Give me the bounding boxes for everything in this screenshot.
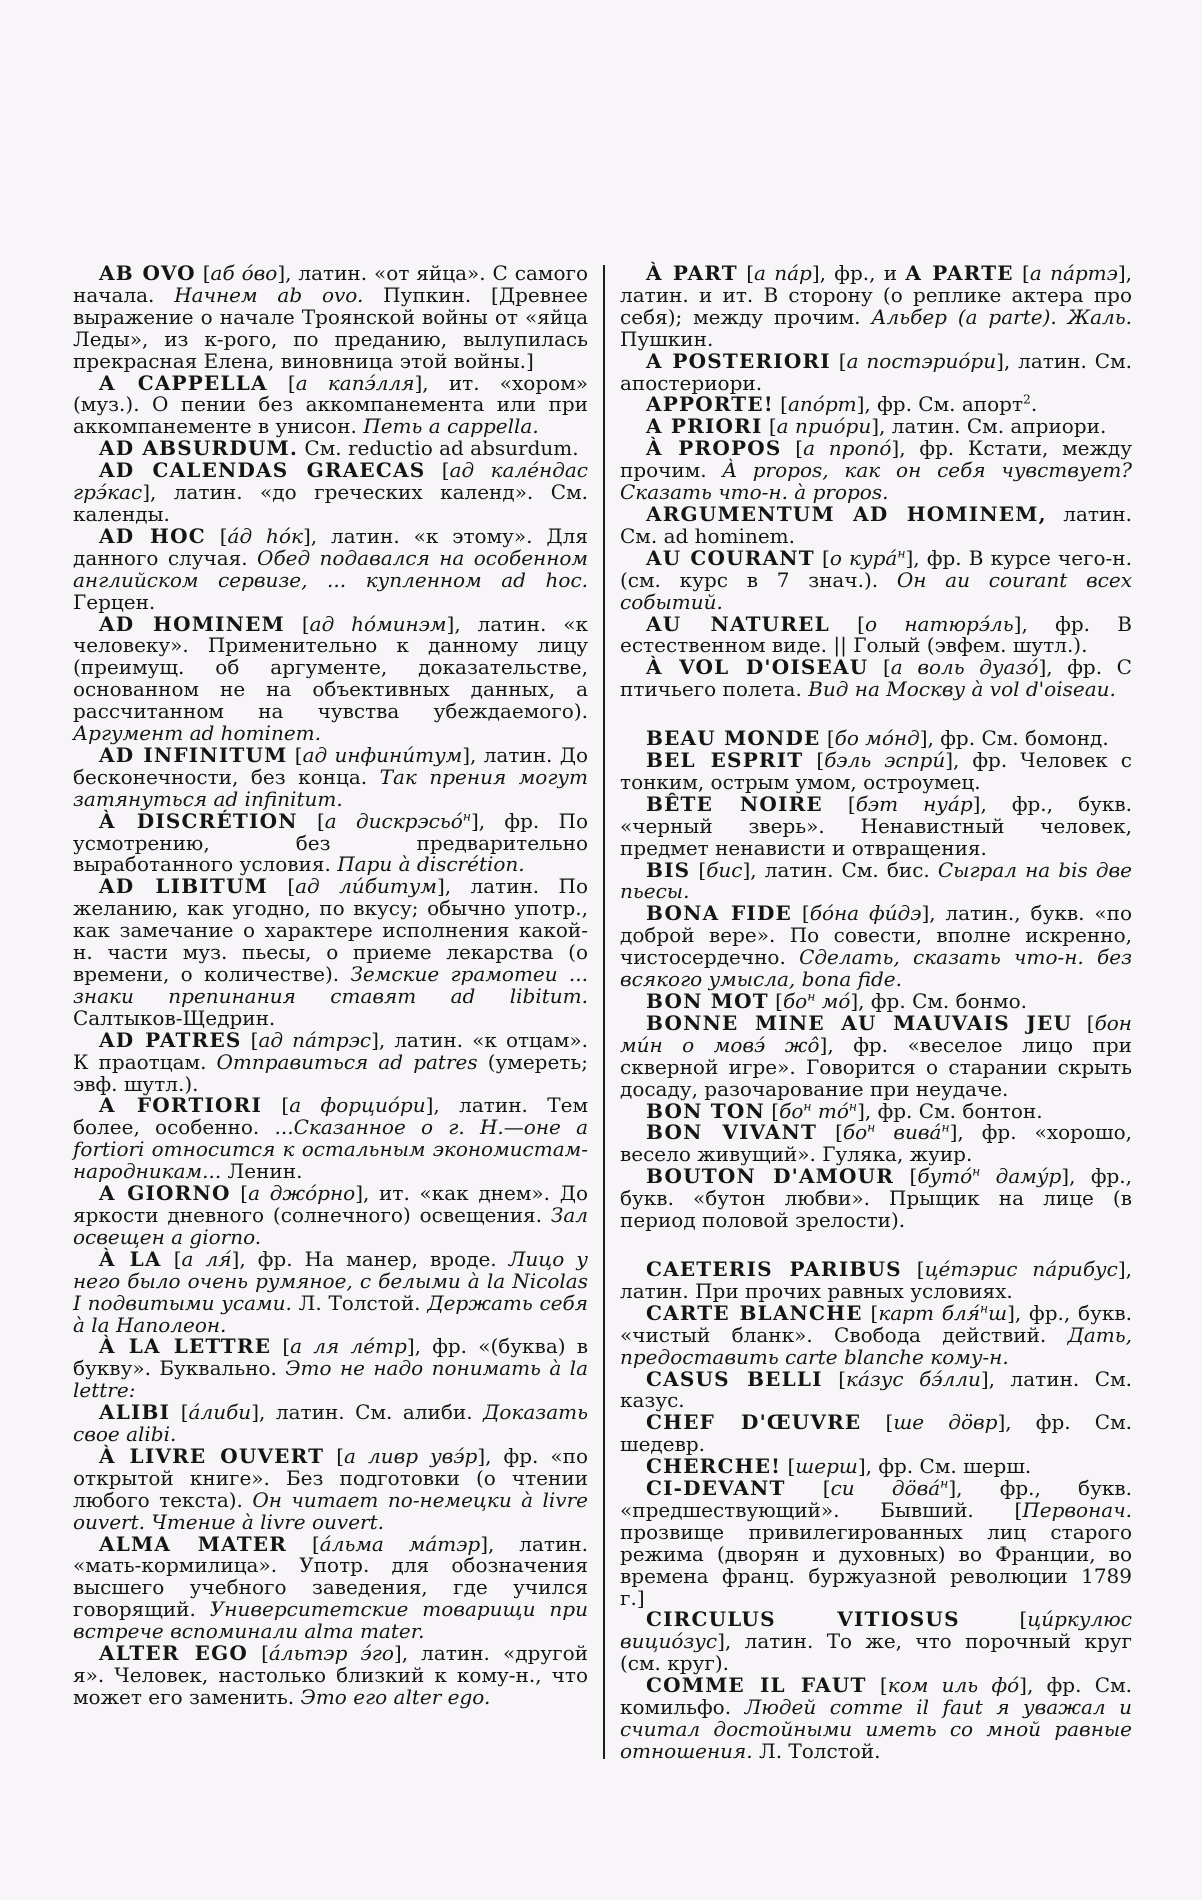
dictionary-entry: CAETERIS PARIBUS [це́тэрис па́рибус], латин. При прочих равных условиях.	[620, 1256, 1132, 1303]
dictionary-entry: À PROPOS [а пропо́], фр. Кстати, между прочим. À propos, как он себя чувствует? Сказать что-н. à propos.	[620, 436, 1132, 505]
dictionary-entry: ALTER EGO [а́льтэр э́го], латин. «другой я». Человек, настолько близкий к кому-н., что может его заменить. Это его alter ego.	[73, 1641, 588, 1709]
dictionary-entry: BIS [бис], латин. См. бис. Сыграл на bis две пьесы.	[620, 857, 1132, 904]
dictionary-entry: BOUTON D'AMOUR [буто́$^н$ даму́р], фр., букв. «бутон любви». Прыщик на лице (в период половой зрелости).	[620, 1163, 1132, 1233]
dictionary-entry: BON VIVANT [$бо^н$ вива́$^н$], фр. «хорошо, весело живущий». Гуляка, жуир.	[620, 1119, 1132, 1167]
dictionary-entry: A CAPPELLA [а капэ́лля], ит. «хором» (муз.). О пении без аккомпанемента или при аккомпанементе в унисон. Петь a cappella.	[73, 370, 588, 439]
dictionary-entry: À LIVRE OUVERT [а ливр увэ́р], фр. «по открытой книге». Без подготовки (о чтении любого текста). Он читает по-немецки à livre ouvert. Чтение à livre ouvert.	[73, 1443, 589, 1534]
dictionary-entry: AD HOC [а́д hо́к], латин. «к этому». Для данного случая. Обед подавался на особенном английском сервизе, ... купленном ad hoc. Герцен.	[73, 523, 589, 614]
dictionary-entry: ALIBI [а́либи], латин. См. алиби. Доказать свое alibi.	[73, 1400, 588, 1447]
dictionary-entry: AU NATUREL [о натюрэ́ль], фр. В естественном виде. || Голый (эвфем. шутл.).	[620, 611, 1132, 658]
dictionary-entry: A FORTIORI [а форцио́ри], латин. Тем более, особенно. ...Сказанное о г. Н.—оне a fortiori относится к остальным экономистам-народникам... Ленин.	[73, 1093, 588, 1184]
dictionary-entry: BON TON [$бо^н$ то́$^н$], фр. См. бонтон.	[646, 1097, 1043, 1123]
dictionary-entry: BON MOT [$бо^н$ мо́], фр. См. бонмо.	[646, 988, 1028, 1013]
right-column	[620, 263, 1132, 1763]
left-column	[73, 263, 588, 1763]
dictionary-entry: CHEF D'ŒUVRE [ше дӧвр], фр. См. шедевр.	[620, 1410, 1132, 1457]
dictionary-entry: CARTE BLANCHE [карт бля́$^н$ш], фр., букв. «чистый бланк». Свобода действий. Дать, предоставить carte blanche кому-н.	[620, 1300, 1132, 1369]
dictionary-entry: AD PATRES [ад па́трэс], латин. «к отцам». К праотцам. Отправиться ad patres (умереть; эвф. шутл.).	[73, 1027, 589, 1096]
dictionary-entry: APPORTE! [апо́рт], фр. См. апорт$^2$.	[646, 391, 1038, 417]
dictionary-entry: COMME IL FAUT [ком иль фо́], фр. См. комильфо. Людей comme il faut я уважал и считал достойными иметь со мной равные отношения. Л. Толстой.	[620, 1673, 1132, 1763]
dictionary-entry: BEL ESPRIT [бэль эспри́], фр. Человек с тонким, острым умом, остроумец.	[620, 748, 1132, 794]
dictionary-entry: CIRCULUS VITIOSUS [ци́ркулюс вицио́зус], латин. То же, что порочный круг (см. круг).	[620, 1607, 1132, 1676]
dictionary-entry: À LA [а ля́], фр. На манер, вроде. Лицо у него было очень румяное, с белыми à la Nicolas I подвитыми усами. Л. Толстой. Держать себя à la Наполеон.	[73, 1246, 588, 1337]
column-divider-rule	[603, 265, 605, 1759]
dictionary-entry: CASUS BELLI [ка́зус бэ́лли], латин. См. казус.	[620, 1366, 1132, 1413]
dictionary-entry: CHERCHE! [шерш], фр. См. шерш.	[646, 1454, 1032, 1479]
page-content	[73, 263, 1132, 1763]
dictionary-entry: AU COURANT [о кура́$^н$], фр. В курсе чего-н. (см. курс в 7 знач.). Он au courant всех событий.	[620, 545, 1132, 614]
dictionary-entry: A POSTERIORI [а постэрио́ри], латин. См. апостериори.	[620, 348, 1132, 395]
dictionary-entry: AD LIBITUM [ад ли́битум], латин. По желанию, как угодно, по вкусу; обычно употр., как замечание о характере исполнения какой-н. части муз. пьесы, о приеме лекарства (о времени, о количестве). Земские грамотеи ... знаки препинания ставят ad libitum. Салтыков-Щедрин.	[73, 874, 589, 1030]
dictionary-entry: A PRIORI [а прио́ри], латин. См. априори.	[646, 414, 1107, 439]
dictionary-entry: AD HOMINEM [ад hо́минэм], латин. «к человеку». Применительно к данному лицу (преимущ. об аргументе, доказательстве, основанном не на объективных данных, а рассчитанном на чувства убеждаемого). Аргумент ad hominem.	[73, 611, 588, 746]
dictionary-entry: AB OVO [аб о́во], латин. «от яйца». С самого начала. Начнем ab ovo. Пупкин. [Древнее выражение о начале Троянской войны от «яйца Леды», из к-рого, по преданию, вылупилась прекрасная Елена, виновница этой войны.]	[73, 261, 589, 373]
dictionary-entry: BEAU MONDE [бо мо́нд], фр. См. бомонд.	[646, 726, 1109, 751]
dictionary-entry: A GIORNO [а джо́рно], ит. «как днем». До яркости дневного (солнечного) освещения. Зал освещен a giorno.	[73, 1181, 588, 1249]
dictionary-entry: À PART [а па́р], фр., и A PARTE [а па́ртэ], латин. и ит. В сторону (о реплике актера про себя); между прочим. Альбер (а parte). Жаль. Пушкин.	[620, 261, 1133, 351]
dictionary-entry: BONNE MINE AU MAUVAIS JEU [бон ми́н о мовэ́ жо̂], фр. «веселое лицо при скверной игре». Говорится о старании скрыть досаду, разочарование при неудаче.	[620, 1010, 1132, 1101]
dictionary-entry: AD ABSURDUM. См. reductio ad absurdum.	[99, 436, 579, 461]
dictionary-entry: BONA FIDE [бо́на фи́дэ], латин., букв. «по доброй вере». По совести, вполне искренно, чистосердечно. Сделать, сказать что-н. без всякого умысла, bona fide.	[620, 901, 1132, 992]
dictionary-entry: À DISCRÉTION [а дискрэсьо́$^н$], фр. По усмотрению, без предварительно выработанного условия. Пари à discrétion.	[73, 808, 588, 877]
dictionary-entry: CI-DEVANT [си дӧва́$^н$], фр., букв. «предшествующий». Бывший. [Первонач. прозвище привилегированных лиц старого режима (дворян и духовных) во Франции, во времена франц. буржуазной революции 1789 г.]	[620, 1475, 1132, 1610]
dictionary-entry: ALMA MATER [а́льма ма́тэр], латин. «мать-кормилица». Употр. для обозначения высшего учебного заведения, где учился говорящий. Университетские товарищи при встрече вспоминали alma mater.	[73, 1531, 588, 1644]
dictionary-entry: BÊTE NOIRE [бэт нуа́р], фр., букв. «черный зверь». Ненавистный человек, предмет ненависти и отвращения.	[620, 791, 1132, 860]
dictionary-entry: AD CALENDAS GRAECAS [ад кале́ндас грэ́кас], латин. «до греческих календ». См. календы.	[73, 458, 588, 526]
dictionary-entry: AD INFINITUM [ад инфини́тум], латин. До бесконечности, без конца. Так прения могут затянуться ad infinitum.	[73, 742, 589, 811]
dictionary-entry: À LA LETTRE [а ля ле́тр], фр. «(буква) в букву». Буквально. Это не надо понимать à la lettre:	[73, 1334, 589, 1403]
dictionary-entry: À VOL D'OISEAU [а воль дуазо́], фр. С птичьего полета. Вид на Москву à vol d'oiseau.	[620, 655, 1132, 702]
dictionary-entry: ARGUMENTUM AD HOMINEM, латин. См. ad hominem.	[620, 501, 1132, 548]
